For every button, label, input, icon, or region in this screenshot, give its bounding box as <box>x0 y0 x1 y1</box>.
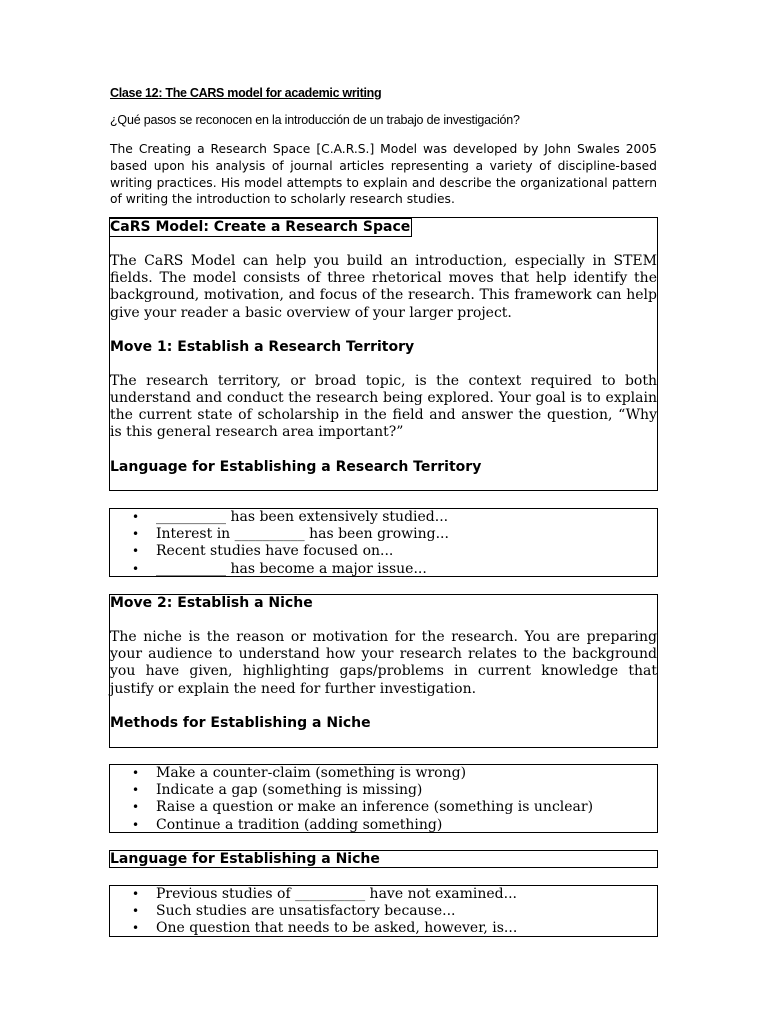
bullet-icon: • <box>132 887 140 901</box>
bullet-icon: • <box>132 783 140 798</box>
niche-language-box <box>109 885 658 937</box>
niche-language-heading-box <box>109 850 658 868</box>
bullet-icon: • <box>132 510 140 524</box>
list-item <box>110 817 657 834</box>
territory-language-heading: Language for Establishing a Research Territory <box>110 458 482 475</box>
list-item-text: Continue a tradition (adding something) <box>156 816 443 833</box>
list-item <box>110 886 657 903</box>
bullet-icon: • <box>132 527 140 542</box>
bullet-icon: • <box>132 766 140 780</box>
territory-language-box <box>109 508 658 577</box>
move2-box <box>109 594 658 748</box>
list-item <box>110 920 657 937</box>
intro-paragraph: The Creating a Research Space [C.A.R.S.] Model was developed by John Swales 2005 based upon his analysis of journal articles representing a variety of discipline-based writing practices. His model attempts to explain and describe the organizational pattern of writing the introduction to scholarly research studies. <box>110 142 657 207</box>
list-item-text: Raise a question or make an inference (something is unclear) <box>156 799 594 816</box>
bullet-icon: • <box>132 544 140 559</box>
list-item-text: Make a counter-claim (something is wrong) <box>156 765 467 781</box>
move2-heading: Move 2: Establish a Niche <box>110 595 313 611</box>
niche-language-list <box>110 886 657 938</box>
list-item-text: One question that needs to be asked, however, is... <box>156 920 518 937</box>
bullet-icon: • <box>132 817 140 832</box>
territory-language-list <box>110 509 657 578</box>
list-item <box>110 509 657 526</box>
document-title: Clase 12: The CARS model for academic writing <box>110 86 382 100</box>
list-item <box>110 799 657 816</box>
list-item-text: __________ has become a major issue... <box>156 560 427 577</box>
niche-language-heading: Language for Establishing a Niche <box>110 851 380 867</box>
bullet-icon: • <box>132 561 140 576</box>
niche-methods-heading: Methods for Establishing a Niche <box>110 714 371 731</box>
list-item <box>110 526 657 543</box>
cars-model-title: CaRS Model: Create a Research Space <box>110 219 411 235</box>
move1-heading: Move 1: Establish a Research Territory <box>110 338 415 355</box>
niche-methods-box <box>109 764 658 833</box>
niche-methods-list <box>110 765 657 834</box>
bullet-icon: • <box>132 921 140 936</box>
list-item-text: Such studies are unsatisfactory because... <box>156 903 456 920</box>
move1-text: The research territory, or broad topic, is the context required to both understand and conduct the research being explored. Your goal is to explain the current state of scholarship in the field and answer the question, “Why is this general research area important?” <box>110 372 657 441</box>
move2-text: The niche is the reason or motivation for the research. You are preparing your audience to understand how your research relates to the background you have given, highlighting gaps/problems in current knowledge that justify or explain the need for further investigation. <box>110 629 657 697</box>
list-item <box>110 543 657 560</box>
guiding-question: ¿Qué pasos se reconocen en la introducción de un trabajo de investigación? <box>110 113 520 127</box>
list-item-text: __________ has been extensively studied... <box>156 509 449 525</box>
list-item-text: Recent studies have focused on... <box>156 543 394 560</box>
list-item <box>110 561 657 578</box>
cars-model-box <box>109 217 658 491</box>
list-item <box>110 903 657 920</box>
bullet-icon: • <box>132 800 140 815</box>
list-item-text: Interest in __________ has been growing... <box>156 526 449 543</box>
cars-model-intro: The CaRS Model can help you build an introduction, especially in STEM fields. The model consists of three rhetorical moves that help identify the background, motivation, and focus of the research. This framework can help give your reader a basic overview of your larger project. <box>110 253 657 321</box>
bullet-icon: • <box>132 904 140 919</box>
list-item-text: Indicate a gap (something is missing) <box>156 782 423 799</box>
list-item <box>110 782 657 799</box>
list-item-text: Previous studies of __________ have not examined... <box>156 886 517 902</box>
list-item <box>110 765 657 782</box>
